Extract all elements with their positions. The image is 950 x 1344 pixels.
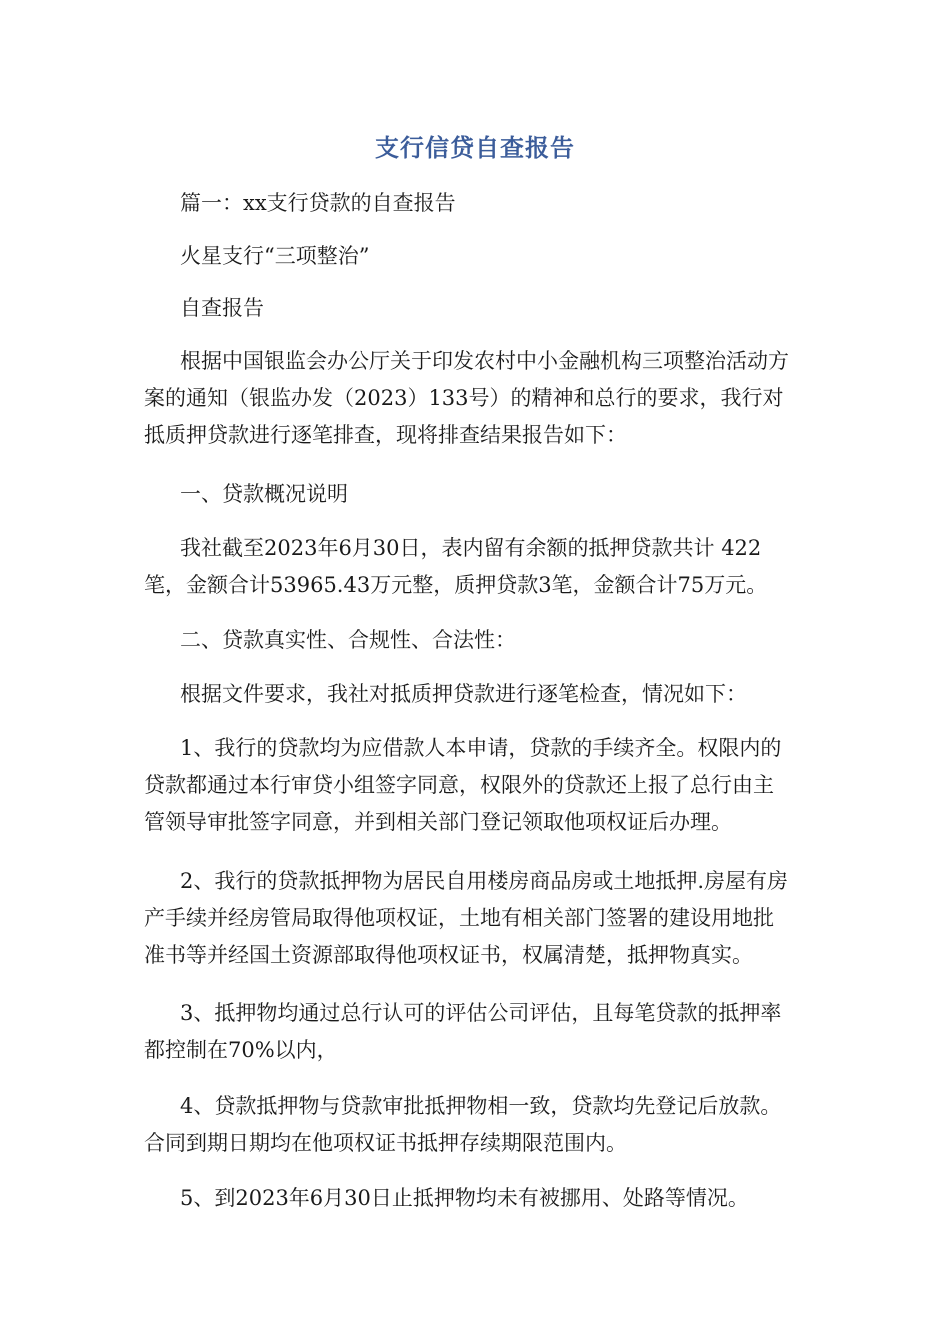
- text-line: 2、我行的贷款抵押物为居民自用楼房商品房或土地抵押.房屋有房: [180, 869, 789, 893]
- paragraph-12: [144, 1088, 806, 1162]
- text-line: 二、贷款真实性、合规性、合法性：: [180, 628, 516, 652]
- text-line: 笔，金额合计53965.43万元整，质押贷款3笔，金额合计75万元。: [144, 573, 768, 597]
- paragraph-4: [144, 343, 806, 454]
- paragraph-10: [144, 863, 806, 974]
- text-line: 1、我行的贷款均为应借款人本申请，贷款的手续齐全。权限内的: [180, 736, 782, 760]
- text-line: 抵质押贷款进行逐笔排查，现将排查结果报告如下：: [144, 423, 627, 447]
- text-line: 管领导审批签字同意，并到相关部门登记领取他项权证后办理。: [144, 810, 732, 834]
- text-line: 贷款都通过本行审贷小组签字同意，权限外的贷款还上报了总行由主: [144, 773, 774, 797]
- text-line: 根据中国银监会办公厅关于印发农村中小金融机构三项整治活动方: [180, 349, 789, 373]
- text-line: 自查报告: [180, 296, 264, 320]
- text-line: 案的通知（银监办发（2023）133号）的精神和总行的要求，我行对: [144, 386, 784, 410]
- text-line: 都控制在70%以内，: [144, 1038, 338, 1062]
- text-line: 5、到2023年6月30日止抵押物均未有被挪用、处路等情况。: [180, 1186, 749, 1210]
- paragraph-13: [144, 1180, 806, 1217]
- text-line: 4、贷款抵押物与贷款审批抵押物相一致，贷款均先登记后放款。: [180, 1094, 782, 1118]
- paragraph-8: [144, 676, 806, 713]
- paragraph-9: [144, 730, 806, 841]
- paragraph-7: [144, 622, 806, 659]
- text-line: 3、抵押物均通过总行认可的评估公司评估，且每笔贷款的抵押率: [180, 1001, 782, 1025]
- document-title: 支行信贷自查报告: [375, 134, 575, 162]
- paragraph-1: [144, 185, 806, 222]
- text-line: 合同到期日期均在他项权证书抵押存续期限范围内。: [144, 1131, 627, 1155]
- text-line: 火星支行“三项整治”: [180, 244, 370, 268]
- text-line: 产手续并经房管局取得他项权证，土地有相关部门签署的建设用地批: [144, 906, 774, 930]
- paragraph-11: [144, 995, 806, 1069]
- paragraph-2: [144, 238, 806, 275]
- paragraph-3: [144, 290, 806, 327]
- text-line: 准书等并经国土资源部取得他项权证书，权属清楚，抵押物真实。: [144, 943, 753, 967]
- text-line: 篇一：xx支行贷款的自查报告: [180, 191, 456, 215]
- text-line: 一、贷款概况说明: [180, 482, 348, 506]
- text-line: 我社截至2023年6月30日，表内留有余额的抵押贷款共计 422: [180, 536, 762, 560]
- paragraph-5: [144, 476, 806, 513]
- paragraph-6: [144, 530, 806, 604]
- text-line: 根据文件要求，我社对抵质押贷款进行逐笔检查，情况如下：: [180, 682, 747, 706]
